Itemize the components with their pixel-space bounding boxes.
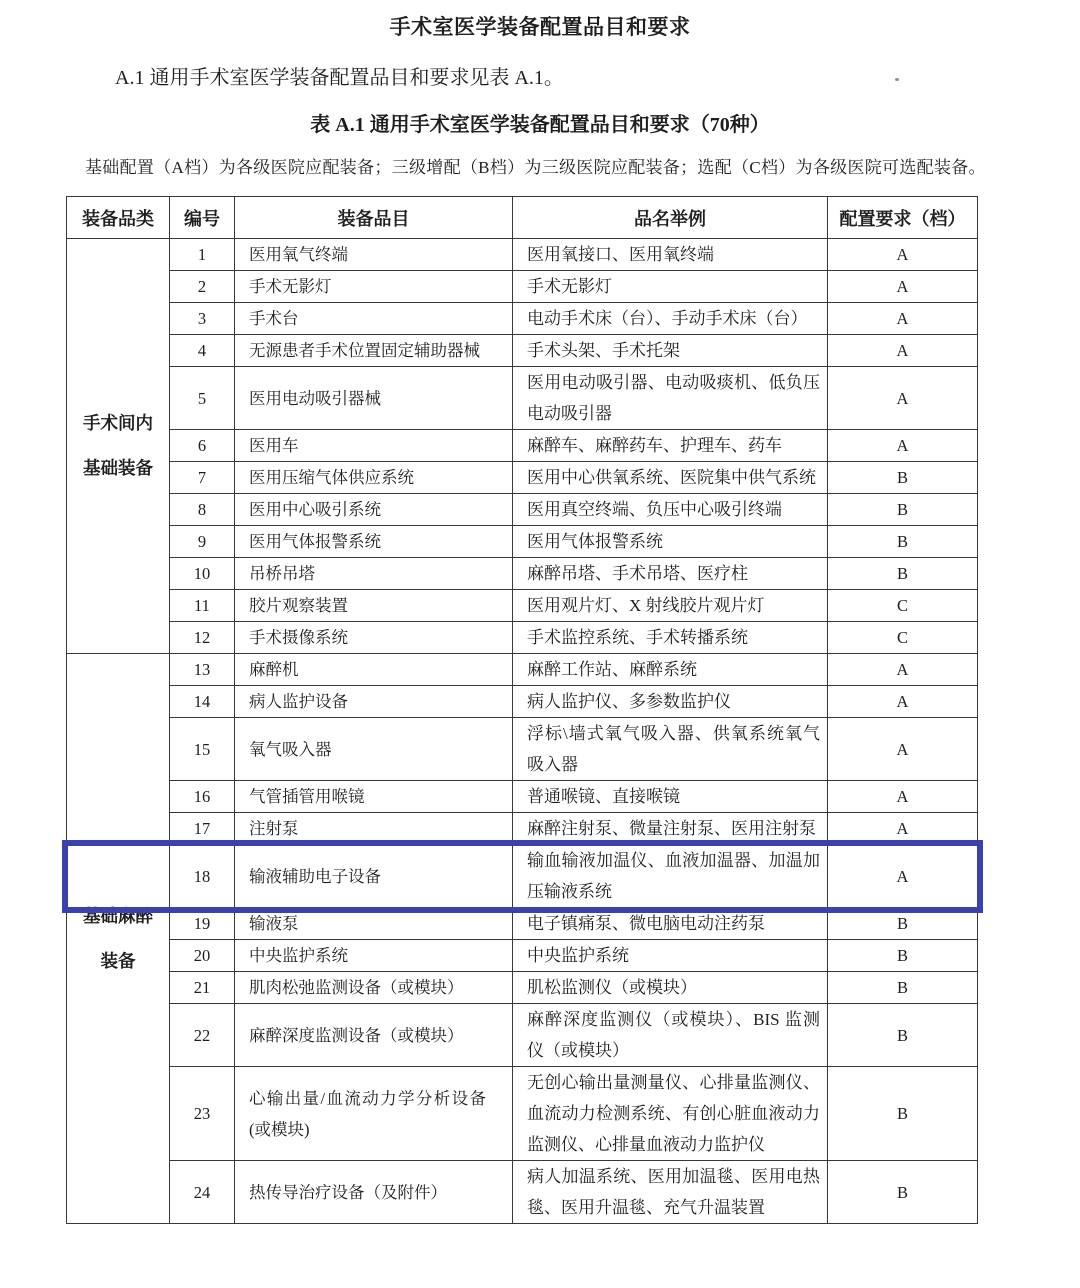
item-name-cell: 医用氧气终端 [235, 239, 513, 271]
examples-cell: 病人加温系统、医用加温毯、医用电热毯、医用升温毯、充气升温装置 [513, 1161, 828, 1224]
table-row-highlighted [67, 845, 978, 908]
item-name-cell: 病人监护设备 [235, 686, 513, 718]
examples-cell: 医用真空终端、负压中心吸引终端 [513, 494, 828, 526]
row-number-cell: 11 [170, 590, 235, 622]
examples-cell: 麻醉注射泵、微量注射泵、医用注射泵 [513, 813, 828, 845]
examples-cell: 普通喉镜、直接喉镜 [513, 781, 828, 813]
item-name-cell: 中央监护系统 [235, 940, 513, 972]
table-row [67, 494, 978, 526]
item-name-cell: 医用气体报警系统 [235, 526, 513, 558]
grade-cell: B [828, 908, 978, 940]
table-caption: 表 A.1 通用手术室医学装备配置品目和要求（70种） [310, 114, 770, 136]
row-number-cell: 17 [170, 813, 235, 845]
table-row [67, 622, 978, 654]
row-number-cell: 1 [170, 239, 235, 271]
table-row [67, 908, 978, 940]
scan-artifact-dot [895, 78, 899, 81]
grade-cell: B [828, 558, 978, 590]
row-number-cell: 13 [170, 654, 235, 686]
examples-cell: 麻醉工作站、麻醉系统 [513, 654, 828, 686]
examples-cell: 手术头架、手术托架 [513, 335, 828, 367]
examples-cell: 医用氧接口、医用氧终端 [513, 239, 828, 271]
item-name-cell: 医用压缩气体供应系统 [235, 462, 513, 494]
equipment-table [66, 196, 978, 1224]
table-row [67, 718, 978, 781]
item-name-cell: 麻醉机 [235, 654, 513, 686]
grade-cell: C [828, 622, 978, 654]
row-number-cell: 14 [170, 686, 235, 718]
item-name-cell: 手术摄像系统 [235, 622, 513, 654]
examples-cell: 医用气体报警系统 [513, 526, 828, 558]
grade-cell: A [828, 781, 978, 813]
grade-cell: A [828, 845, 978, 908]
row-number-cell: 2 [170, 271, 235, 303]
table-row [67, 781, 978, 813]
row-number-cell: 15 [170, 718, 235, 781]
grade-cell: A [828, 367, 978, 430]
grade-cell: B [828, 1067, 978, 1161]
row-number-cell: 20 [170, 940, 235, 972]
grade-cell: B [828, 526, 978, 558]
category-label: 手术间内基础装备 [83, 413, 153, 478]
item-name-cell: 麻醉深度监测设备（或模块） [235, 1004, 513, 1067]
table-row [67, 1004, 978, 1067]
col-header-category: 装备品类 [67, 197, 170, 239]
grade-cell: A [828, 686, 978, 718]
grade-cell: A [828, 430, 978, 462]
grade-cell: A [828, 239, 978, 271]
row-number-cell: 22 [170, 1004, 235, 1067]
examples-cell: 医用中心供氧系统、医院集中供气系统 [513, 462, 828, 494]
examples-cell: 中央监护系统 [513, 940, 828, 972]
examples-cell: 病人监护仪、多参数监护仪 [513, 686, 828, 718]
examples-cell: 电动手术床（台）、手动手术床（台） [513, 303, 828, 335]
col-header-examples: 品名举例 [513, 197, 828, 239]
examples-cell: 医用观片灯、X 射线胶片观片灯 [513, 590, 828, 622]
row-number-cell: 3 [170, 303, 235, 335]
grade-cell: A [828, 654, 978, 686]
examples-cell: 浮标\墙式氧气吸入器、供氧系统氧气吸入器 [513, 718, 828, 781]
table-row [67, 590, 978, 622]
table-row [67, 940, 978, 972]
table-row [67, 271, 978, 303]
item-name-cell: 医用中心吸引系统 [235, 494, 513, 526]
table-row [67, 303, 978, 335]
examples-cell: 麻醉车、麻醉药车、护理车、药车 [513, 430, 828, 462]
row-number-cell: 6 [170, 430, 235, 462]
item-name-cell: 输液泵 [235, 908, 513, 940]
row-number-cell: 5 [170, 367, 235, 430]
row-number-cell: 8 [170, 494, 235, 526]
table-row [67, 526, 978, 558]
grade-cell: A [828, 271, 978, 303]
examples-cell: 手术监控系统、手术转播系统 [513, 622, 828, 654]
examples-cell: 无创心输出量测量仪、心排量监测仪、血流动力检测系统、有创心脏血液动力监测仪、心排量血液动力监护仪 [513, 1067, 828, 1161]
grade-cell: B [828, 462, 978, 494]
grade-cell: A [828, 813, 978, 845]
examples-cell: 麻醉深度监测仪（或模块）、BIS 监测仪（或模块） [513, 1004, 828, 1067]
grade-cell: B [828, 1004, 978, 1067]
category-cell [67, 654, 170, 1224]
grade-cell: A [828, 303, 978, 335]
row-number-cell: 12 [170, 622, 235, 654]
table-row [67, 462, 978, 494]
row-number-cell: 18 [170, 845, 235, 908]
examples-cell: 麻醉吊塔、手术吊塔、医疗柱 [513, 558, 828, 590]
row-number-cell: 24 [170, 1161, 235, 1224]
category-cell [67, 239, 170, 654]
item-name-cell: 注射泵 [235, 813, 513, 845]
table-row [67, 367, 978, 430]
item-name-cell: 气管插管用喉镜 [235, 781, 513, 813]
item-name-cell: 热传导治疗设备（及附件） [235, 1161, 513, 1224]
item-name-cell: 手术台 [235, 303, 513, 335]
row-number-cell: 4 [170, 335, 235, 367]
col-header-item: 装备品目 [235, 197, 513, 239]
grade-cell: B [828, 1161, 978, 1224]
table-row [67, 654, 978, 686]
item-name-cell: 无源患者手术位置固定辅助器械 [235, 335, 513, 367]
item-name-cell: 心输出量/血流动力学分析设备(或模块) [235, 1067, 513, 1161]
item-name-cell: 氧气吸入器 [235, 718, 513, 781]
grade-cell: C [828, 590, 978, 622]
grade-cell: B [828, 972, 978, 1004]
grade-cell: A [828, 335, 978, 367]
table-head [67, 197, 978, 239]
table-row [67, 1161, 978, 1224]
row-number-cell: 10 [170, 558, 235, 590]
row-number-cell: 21 [170, 972, 235, 1004]
document-title: 手术室医学装备配置品目和要求 [389, 15, 691, 39]
examples-cell: 输血输液加温仪、血液加温器、加温加压输液系统 [513, 845, 828, 908]
item-name-cell: 肌肉松弛监测设备（或模块） [235, 972, 513, 1004]
item-name-cell: 胶片观察装置 [235, 590, 513, 622]
grade-note: 基础配置（A档）为各级医院应配装备；三级增配（B档）为三级医院应配装备；选配（C档）为各级医院可选配装备。 [85, 158, 986, 177]
table-row [67, 239, 978, 271]
row-number-cell: 7 [170, 462, 235, 494]
table-row [67, 686, 978, 718]
table-row [67, 558, 978, 590]
grade-cell: B [828, 940, 978, 972]
row-number-cell: 9 [170, 526, 235, 558]
category-label: 基础麻醉装备 [83, 905, 153, 971]
table-row [67, 430, 978, 462]
header-row [67, 197, 978, 239]
table-row [67, 335, 978, 367]
table-row [67, 972, 978, 1004]
document-page [0, 11, 1080, 1224]
grade-cell: B [828, 494, 978, 526]
item-name-cell: 手术无影灯 [235, 271, 513, 303]
table-body [67, 239, 978, 1224]
table-row [67, 813, 978, 845]
item-name-cell: 吊桥吊塔 [235, 558, 513, 590]
examples-cell: 肌松监测仪（或模块） [513, 972, 828, 1004]
intro-paragraph: A.1 通用手术室医学装备配置品目和要求见表 A.1。 [115, 67, 564, 89]
col-header-number: 编号 [170, 197, 235, 239]
item-name-cell: 医用电动吸引器械 [235, 367, 513, 430]
row-number-cell: 19 [170, 908, 235, 940]
examples-cell: 医用电动吸引器、电动吸痰机、低负压电动吸引器 [513, 367, 828, 430]
col-header-grade: 配置要求（档） [828, 197, 978, 239]
row-number-cell: 23 [170, 1067, 235, 1161]
item-name-cell: 输液辅助电子设备 [235, 845, 513, 908]
grade-cell: A [828, 718, 978, 781]
item-name-cell: 医用车 [235, 430, 513, 462]
examples-cell: 电子镇痛泵、微电脑电动注药泵 [513, 908, 828, 940]
examples-cell: 手术无影灯 [513, 271, 828, 303]
row-number-cell: 16 [170, 781, 235, 813]
table-row [67, 1067, 978, 1161]
